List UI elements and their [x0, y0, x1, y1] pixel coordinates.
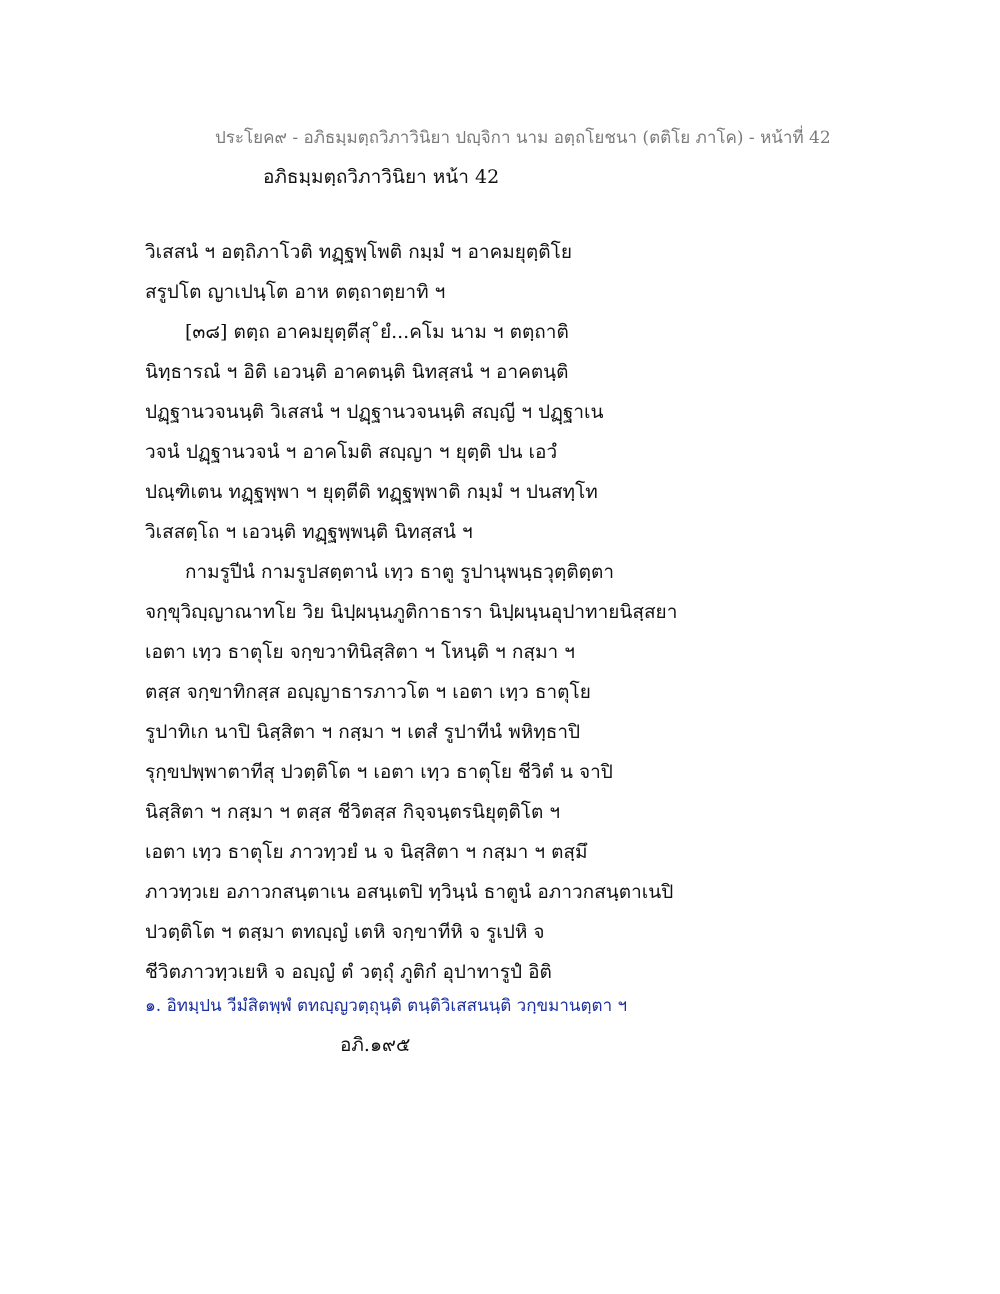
body-line: ภาวทฺวเย อภาวกสนฺตาเน อสนฺเตปิ ทฺวินฺนํ ธาตูนํ อภาวกสนฺตาเนปิ — [145, 881, 674, 903]
body-line: ปวตฺติโต ฯ ตสฺมา ตทญฺญํ เตหิ จกฺขาทีหิ จ รูเปหิ จ — [145, 921, 545, 943]
running-header: ประโยค๙ - อภิธมฺมตฺถวิภาวินิยา ปญฺจิกา นาม อตฺถโยชนา (ตติโย ภาโค) - หน้าที่ 42 — [215, 128, 831, 148]
body-text — [145, 232, 765, 992]
body-line: ชีวิตภาวทฺวเยหิ จ อญฺญํ ตํ วตฺถุํ ภูติกํ อุปาทารูปํ อิติ — [145, 961, 552, 983]
body-line: ปณฺฑิเตน ทฏฺฐพฺพา ฯ ยุตฺตีติ ทฏฺฐพฺพาติ กมฺมํ ฯ ปนสทฺโท — [145, 481, 598, 503]
page-reference: อภิ.๑๙๕ — [340, 1034, 411, 1056]
body-line: นิสฺสิตา ฯ กสฺมา ฯ ตสฺส ชีวิตสฺส กิจฺจนฺตรนิยุตฺติโต ฯ — [145, 801, 561, 823]
body-line: กามรูปีนํ กามรูปสตฺตานํ เทฺว ธาตู รูปานุพนฺธวุตฺติตฺตา — [185, 561, 615, 583]
page-title: อภิธมฺมตฺถวิภาวินิยา หน้า 42 — [263, 166, 500, 188]
footnote: ๑. อิทมฺปน วีมํสิตพฺพํ ตทญฺญวตฺถุนฺติ ตนฺติวิเสสนนฺติ วกฺขมานตฺตา ฯ — [145, 996, 628, 1016]
body-line: นิทฺธารณํ ฯ อิติ เอวนฺติ อาคตนฺติ นิทสฺสนํ ฯ อาคตนฺติ — [145, 361, 569, 383]
body-line: ตสฺส จกฺขาทิกสฺส อญฺญาธารภาวโต ฯ เอตา เทฺว ธาตุโย — [145, 681, 591, 703]
body-line: รุกฺขปพฺพาตาทีสุ ปวตฺติโต ฯ เอตา เทฺว ธาตุโย ชีวิตํ น จาปิ — [145, 761, 613, 783]
body-line: [๓๘] ตตฺถ อาคมยุตฺตีสุ˚ยํ...คโม นาม ฯ ตตฺถาติ — [185, 321, 569, 343]
body-line: ปฏฺฐานวจนนฺติ วิเสสนํ ฯ ปฏฺฐานวจนนฺติ สญฺญี ฯ ปฏฺฐาเน — [145, 401, 604, 423]
body-line: จกฺขุวิญฺญาณาทโย วิย นิปฺผนฺนภูติกาธารา นิปฺผนฺนอุปาทายนิสฺสยา — [145, 601, 678, 623]
body-line: วิเสสตฺโถ ฯ เอวนฺติ ทฏฺฐพฺพนฺติ นิทสฺสนํ ฯ — [145, 521, 473, 543]
body-line: วิเสสนํ ฯ อตฺถิภาโวติ ทฏฺฐพฺโพติ กมฺมํ ฯ อาคมยุตฺติโย — [145, 241, 572, 263]
body-line: เอตา เทฺว ธาตุโย ภาวทฺวยํ น จ นิสฺสิตา ฯ กสฺมา ฯ ตสฺมึ — [145, 841, 588, 863]
body-line: รูปาทิเก นาปิ นิสฺสิตา ฯ กสฺมา ฯ เตสํ รูปาทีนํ พหิทฺธาปิ — [145, 721, 581, 743]
body-line: เอตา เทฺว ธาตุโย จกฺขวาทินิสฺสิตา ฯ โหนฺติ ฯ กสฺมา ฯ — [145, 641, 575, 663]
body-line: วจนํ ปฏฺฐานวจนํ ฯ อาคโมติ สญฺญา ฯ ยุตฺติ ปน เอวํ — [145, 441, 558, 463]
body-line: สรูปโต ญาเปนฺโต อาห ตตฺถาตฺยาทิ ฯ — [145, 281, 446, 303]
